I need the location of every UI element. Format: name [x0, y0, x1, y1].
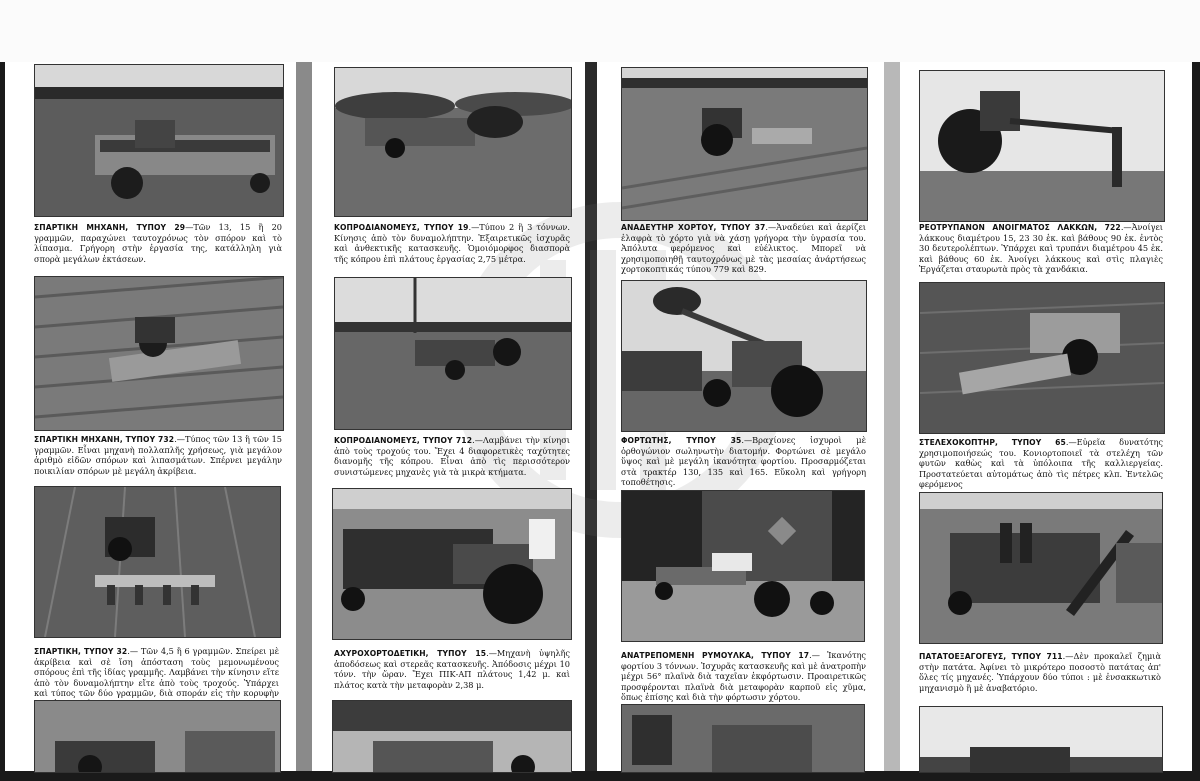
- caption-baler-15: [334, 648, 570, 690]
- caption-title: ΑΧΥΡΟΧΟΡΤΟΔΕΤΙΚΗ, ΤΥΠΟΥ 15: [334, 649, 487, 658]
- photo-manure-spreader-712: [334, 277, 572, 430]
- photo-potato-harvester-711: [919, 492, 1163, 644]
- photo-hay-tedder-37: [621, 67, 868, 221]
- caption-seed-drill-32: [34, 646, 279, 708]
- caption-hay-tedder-37: [621, 222, 866, 274]
- caption-tipping-trailer-17: [621, 650, 866, 702]
- photo-post-hole-digger-722: [919, 70, 1165, 222]
- caption-text: .—Δὲν προκαλεῖ ζημιὰ στὴν πατάτα. Ἀφίνει τὸ μικρότερο ποσοστὸ πατάτας ἀπ' ὅλες τίς μηχανές. Ὑπάρχουν δύο τύποι : μὲ ἐνσακκωτικὸ μηχανισμὸ ἢ μὲ ἀναβατόριο.: [919, 651, 1161, 693]
- caption-text: .—Ἀνοίγει λάκκους διαμέτρου 15, 23 30 ἑκ. καὶ βάθους 90 ἑκ. ἐντὸς 30 δευτερολέπτων. Ὑπάρχει καὶ τρυπάνι διαμέτρου 45 ἑκ. καὶ βάθους 60 ἑκ. Ἀνοίγει λάκκους καὶ στὶς πλαγιὲς Ἐργάζεται σταυρωτὰ πρὸς τὰ χανδάκια.: [919, 222, 1163, 274]
- caption-text: .— Ἱκανότης φορτίου 3 τόννων. Ἰσχυρᾶς κατασκευῆς καὶ μὲ ἀνατροπὴν μέχρι 56° πλαϊνὰ διὰ ταχεῖαν ἐκφόρτωσιν. Προαιρετικῶς προσφέρονται πλαϊνὰ διὰ μεταφορὰν καρποῦ εἰς χῦμα, ὅπως ἐπίσης καὶ διὰ τὴν φόρτωσιν χόρτου.: [621, 650, 866, 702]
- photo-manure-spreader-19: [334, 67, 572, 217]
- caption-title: ΑΝΑΔΕΥΤΗΡ ΧΟΡΤΟΥ, ΤΥΠΟΥ 37: [621, 223, 766, 232]
- caption-manure-spreader-19: [334, 222, 570, 264]
- caption-title: ΡΕΟΤΡΥΠΑΝΟΝ ΑΝΟΙΓΜΑΤΟΣ ΛΑΚΚΩΝ, 722: [919, 223, 1121, 232]
- photo-seed-drill-29: [34, 64, 284, 217]
- caption-text: .—Ἀναδεύει καὶ ἀερίζει ἐλαφρὰ τὸ χόρτο γιὰ νὰ χάσῃ γρήγορα τὴν ὑγρασία του. Ἀπόλυτα φερόμενος καὶ εὐέλικτος. Μπορεῖ νὰ χρησιμοποιηθῇ ταυτοχρόνως μὲ τὰς μεσαίας ἀνάρτήσεως χορτοκοπτικάς τύπου 779 καὶ 829.: [621, 222, 866, 274]
- photo-seed-drill-32: [34, 486, 281, 638]
- caption-title: ΣΠΑΡΤΙΚΗ ΜΗΧΑΝΗ, ΤΥΠΟΥ 732: [34, 435, 175, 444]
- caption-title: ΚΟΠΡΟΔΙΑΝΟΜΕΥΣ, ΤΥΠΟΥ 712: [334, 436, 473, 445]
- left-page-edge: [0, 62, 5, 771]
- scan-top-margin: [0, 0, 1200, 62]
- gutter-3: [884, 62, 900, 771]
- caption-text: .—Λαμβάνει τὴν κίνησι ἀπὸ τοὺς τροχούς του. Ἔχει 4 διαφορετικὲς ταχύτητες διανομῆς τῆς κόπρου. Εἶναι ἀπὸ τὶς περισσότερον συνιστώμενες μηχανὲς γιὰ τὰ μικρὰ κτήματα.: [334, 435, 570, 477]
- photo-seed-drill-732: [34, 276, 284, 431]
- photo-workers-bottom-3: [621, 704, 865, 773]
- caption-title: ΦΟΡΤΩΤΗΣ, ΤΥΠΟΥ 35: [621, 436, 742, 445]
- caption-text: .—Τύπος τῶν 13 ἢ τῶν 15 γραμμῶν. Εἶναι μηχανὴ πολλαπλῆς χρήσεως, γιὰ μεγάλον ἀριθμὸ εἰδῶν σπόρων καὶ λιπασμάτων. Σπέρνει μεγάλην ποικιλίαν σπόρων μὲ μεγάλη ἀκρίβεια.: [34, 434, 282, 476]
- caption-text: .—Εὐρεῖα δυνατότης χρησιμοποιήσεώς του. Κονιορτοποιεῖ τὰ στελέχη τῶν φυτῶν καθὼς καὶ τὰ ὑπόλοιπα τῆς καλλιεργείας. Προστατεύεται αὐτομάτως ἀπὸ τὶς πέτρες κλπ. Ἐντελῶς φερόμενος: [919, 437, 1163, 489]
- caption-text: .— Τῶν 4,5 ἢ 6 γραμμῶν. Σπείρει μὲ ἀκρίβεια καὶ σὲ ἴση ἀπόσταση τοὺς μεμονωμένους σπόρους ἐπὶ τῆς ἰδίας γραμμῆς. Λαμβάνει τὴν κίνησιν εἴτε ἀπὸ τὸν δυναμολήπτην εἴτε ἀπὸ τοὺς τροχούς. Ὑπάρχει καὶ τύπος τῶν δύο γραμμῶν, διὰ σποράν εἰς τὴν κορυφὴν: [34, 646, 279, 698]
- photo-tractor-trailer-bottom-1: [34, 700, 281, 773]
- caption-seed-drill-29: [34, 222, 282, 264]
- caption-title: ΚΟΠΡΟΔΙΑΝΟΜΕΥΣ, ΤΥΠΟΥ 19: [334, 223, 469, 232]
- caption-seed-drill-732: [34, 434, 282, 476]
- gutter-1: [296, 62, 312, 771]
- right-page-edge: [1192, 62, 1200, 771]
- caption-title: ΣΤΕΛΕΧΟΚΟΠΤΗΡ, ΤΥΠΟΥ 65: [919, 438, 1066, 447]
- photo-harvest-bottom-4: [919, 706, 1163, 773]
- caption-title: ΠΑΤΑΤΟΕΞΑΓΟΓΕΥΣ, ΤΥΠΟΥ 711: [919, 652, 1063, 661]
- caption-title: ΣΠΑΡΤΙΚΗ, ΤΥΠΟΥ 32: [34, 647, 128, 656]
- caption-manure-spreader-712: [334, 435, 570, 477]
- photo-tractor-bottom-2: [332, 700, 572, 773]
- photo-baler-15: [332, 488, 572, 640]
- caption-title: ΑΝΑΤΡΕΠΟΜΕΝΗ ΡΥΜΟΥΛΚΑ, ΤΥΠΟΥ 17: [621, 651, 810, 660]
- caption-text: .—Βραχίονες ἰσχυροὶ μὲ ὀρθογώνιον σωληνωτὴν διατομήν. Φορτώνει σὲ μεγάλο ὕψος καὶ μὲ μεγάλη ἱκανότητα φορτίου. Προσαρμόζεται στὰ τρακτέρ 130, 135 καὶ 165. Εὔκολη καὶ γρήγορη τοποθέτησις.: [621, 435, 866, 487]
- gutter-2: [585, 62, 597, 771]
- caption-post-hole-digger-722: [919, 222, 1163, 274]
- caption-text: .—Τύπου 2 ἢ 3 τόννων. Κίνησις ἀπὸ τὸν δυναμολήπτην. Ἐξαιρετικῶς ἰσχυρᾶς καὶ ἀνθεκτικῆς κατασκευῆς. Ὁμοιόμορφος διασπορὰ τῆς κόπρου ἐπὶ πλάτους ἐργασίας 2,75 μέτρα.: [334, 222, 570, 264]
- caption-potato-harvester-711: [919, 651, 1161, 693]
- photo-tipping-trailer-17: [621, 490, 865, 642]
- photo-stalk-cutter-65: [919, 282, 1165, 434]
- caption-loader-35: [621, 435, 866, 487]
- caption-text: —Τῶν 13, 15 ἢ 20 γραμμῶν, παραχώνει ταυτοχρόνως τὸν σπόρον καὶ τὸ λίπασμα. Γρήγορη στὴν ἐργασία της, κατάλληλη γιὰ σπορὰ μεγάλων ἐκτάσεων.: [34, 222, 282, 264]
- caption-title: ΣΠΑΡΤΙΚΗ ΜΗΧΑΝΗ, ΤΥΠΟΥ 29: [34, 223, 186, 232]
- caption-text: .—Μηχανὴ ὑψηλῆς ἀποδόσεως καὶ στερεᾶς κατασκευῆς. Ἀπόδοσις μέχρι 10 τόνν. τὴν ὥραν. Ἔχει ΠΙΚ-ΑΠ πλάτους 1,42 μ. καὶ πλάτος κατὰ τὴν μεταφορὰν 2,38 μ.: [334, 648, 570, 690]
- photo-loader-35: [621, 280, 867, 432]
- caption-stalk-cutter-65: [919, 437, 1163, 489]
